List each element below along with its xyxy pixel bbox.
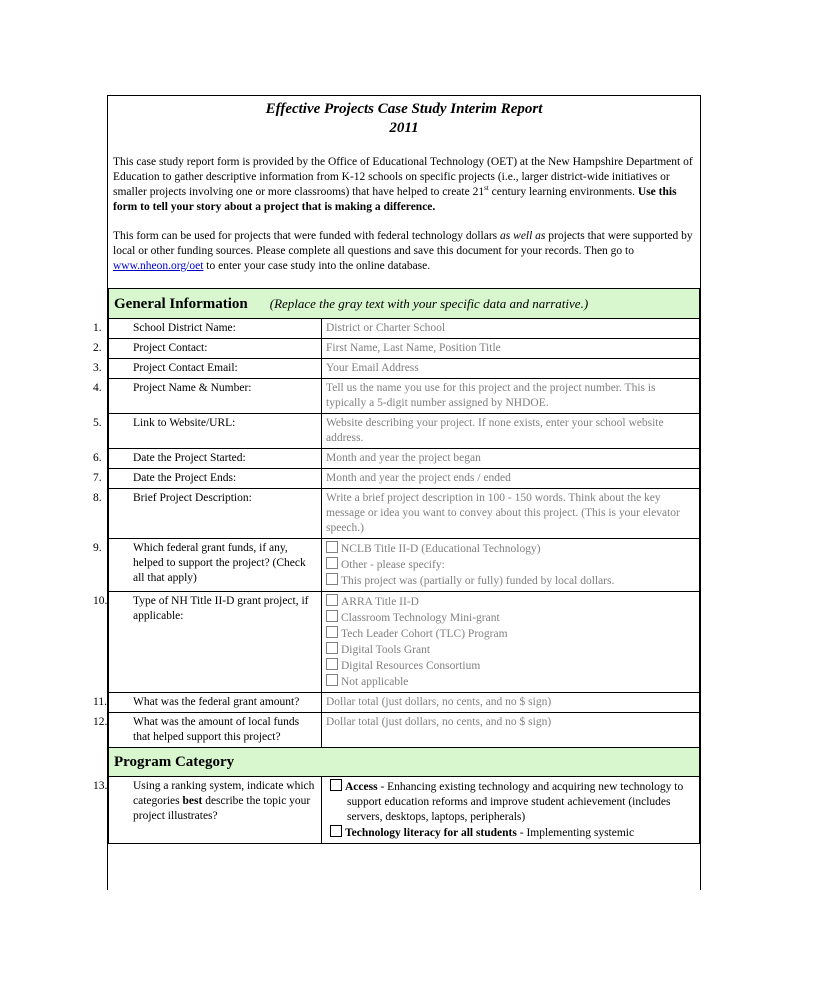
q9-options <box>322 539 700 592</box>
row-value[interactable]: District or Charter School <box>322 319 700 339</box>
row-label: What was the federal grant amount? <box>133 696 300 708</box>
row-value[interactable]: Month and year the project ends / ended <box>322 469 700 489</box>
intro-p1-bold: Use this form to tell your story about a project that is making a difference. <box>113 186 677 213</box>
row-label: Date the Project Started: <box>133 452 246 464</box>
checkbox-icon[interactable] <box>326 541 338 553</box>
row-label: Which federal grant funds, if any, helped to support the project? (Check all that apply) <box>133 542 306 584</box>
form-row-q11 <box>109 693 700 713</box>
row-value[interactable]: Dollar total (just dollars, no cents, and no $ sign) <box>322 693 700 713</box>
section-title-program: Program Category <box>114 754 235 770</box>
q9-option[interactable]: This project was (partially or fully) funded by local dollars. <box>326 573 695 589</box>
title-line-2: 2011 <box>389 120 419 136</box>
q10-option[interactable]: ARRA Title II-D <box>326 594 695 610</box>
checkbox-icon[interactable] <box>330 779 342 791</box>
row-number: 4. <box>93 382 102 394</box>
row-label: Project Contact: <box>133 342 208 354</box>
intro-p1-text-a: This case study report form is provided by the Office of Educational Technology (OET) at the New Hampshire Department of Education to gather descriptive information from K-12 schools on specific projects (i.e., larger district-wide initiatives or smaller projects involving one or more classrooms) that have helped to create 21 <box>113 156 693 198</box>
q10-option[interactable]: Digital Resources Consortium <box>326 658 695 674</box>
intro-p2-italic: as well as <box>500 230 546 242</box>
row-value[interactable]: First Name, Last Name, Position Title <box>322 339 700 359</box>
checkbox-icon[interactable] <box>326 626 338 638</box>
row-value[interactable]: Month and year the project began <box>322 449 700 469</box>
program-category-header <box>109 748 700 777</box>
section-title-general: General Information <box>114 296 248 312</box>
row-label: What was the amount of local funds that helped support this project? <box>133 716 300 743</box>
q13-categories <box>322 777 700 844</box>
row-label: Project Name & Number: <box>133 382 252 394</box>
form-row <box>109 379 700 414</box>
general-info-header <box>109 289 700 319</box>
intro-p1-text-b: century learning environments. <box>488 186 638 198</box>
row-label: Date the Project Ends: <box>133 472 237 484</box>
q10-options <box>322 592 700 693</box>
row-value[interactable]: Write a brief project description in 100 - 150 words. Think about the key message or idea you want to convey about this project. (This is your elevator speech.) <box>322 489 700 539</box>
row-value[interactable]: Website describing your project. If none exists, enter your school website address. <box>322 414 700 449</box>
intro-p1-sup: st <box>484 184 489 193</box>
row-label: Using a ranking system, indicate which categories best describe the topic your project illustrates? <box>133 780 315 822</box>
checkbox-icon[interactable] <box>326 594 338 606</box>
form-table <box>93 288 700 844</box>
form-row-q10 <box>109 592 700 693</box>
intro-paragraph-1 <box>113 155 695 215</box>
report-title <box>108 100 700 138</box>
intro-p2-text-a: This form can be used for projects that were funded with federal technology dollars <box>113 230 501 242</box>
row-number: 2. <box>93 342 102 354</box>
title-line-1: Effective Projects Case Study Interim Report <box>265 101 543 117</box>
q10-option[interactable]: Classroom Technology Mini-grant <box>326 610 695 626</box>
row-number: 10. <box>93 595 108 607</box>
q9-option[interactable]: NCLB Title II-D (Educational Technology) <box>326 541 695 557</box>
row-label: Type of NH Title II-D grant project, if applicable: <box>133 595 309 622</box>
checkbox-icon[interactable] <box>330 825 342 837</box>
report-page <box>93 95 701 890</box>
checkbox-icon[interactable] <box>326 610 338 622</box>
form-row <box>109 414 700 449</box>
checkbox-icon[interactable] <box>326 557 338 569</box>
category-access[interactable]: Access - Enhancing existing technology and acquiring new technology to support education reforms and improve student achievement (includes servers, desktops, laptops, peripherals) <box>330 779 695 825</box>
q10-option[interactable]: Digital Tools Grant <box>326 642 695 658</box>
intro-text <box>108 155 700 274</box>
q10-option[interactable]: Not applicable <box>326 674 695 690</box>
row-value[interactable]: Tell us the name you use for this project and the project number. This is typically a 5-digit number assigned by NHDOE. <box>322 379 700 414</box>
intro-paragraph-2 <box>113 229 695 274</box>
section-note: (Replace the gray text with your specific data and narrative.) <box>269 296 589 311</box>
form-row <box>109 469 700 489</box>
intro-p2-text-b: projects that were supported by local or other funding sources. Please complete all questions and save this document for your records. Then go to <box>113 230 693 257</box>
form-row <box>109 339 700 359</box>
nheon-link[interactable]: www.nheon.org/oet <box>113 260 204 272</box>
form-row-q12 <box>109 713 700 748</box>
row-number: 1. <box>93 322 102 334</box>
form-row <box>109 489 700 539</box>
row-number: 11. <box>93 696 107 708</box>
row-value[interactable]: Your Email Address <box>322 359 700 379</box>
checkbox-icon[interactable] <box>326 573 338 585</box>
row-value[interactable]: Dollar total (just dollars, no cents, and no $ sign) <box>322 713 700 748</box>
row-number: 7. <box>93 472 102 484</box>
form-row <box>109 359 700 379</box>
form-row <box>109 449 700 469</box>
checkbox-icon[interactable] <box>326 642 338 654</box>
row-number: 13. <box>93 780 108 792</box>
row-number: 9. <box>93 542 102 554</box>
row-label: Link to Website/URL: <box>133 417 236 429</box>
intro-p2-text-c: to enter your case study into the online database. <box>203 260 431 272</box>
row-number: 6. <box>93 452 102 464</box>
row-label: Project Contact Email: <box>133 362 238 374</box>
form-row-q13 <box>109 777 700 844</box>
row-number: 8. <box>93 492 102 504</box>
category-technology-literacy[interactable]: Technology literacy for all students - Implementing systemic <box>330 825 695 841</box>
checkbox-icon[interactable] <box>326 658 338 670</box>
form-row <box>109 319 700 339</box>
q10-option[interactable]: Tech Leader Cohort (TLC) Program <box>326 626 695 642</box>
row-number: 12. <box>93 716 108 728</box>
row-number: 3. <box>93 362 102 374</box>
checkbox-icon[interactable] <box>326 674 338 686</box>
row-label: School District Name: <box>133 322 236 334</box>
row-number: 5. <box>93 417 102 429</box>
row-label: Brief Project Description: <box>133 492 252 504</box>
form-row-q9 <box>109 539 700 592</box>
q9-option[interactable]: Other - please specify: <box>326 557 695 573</box>
